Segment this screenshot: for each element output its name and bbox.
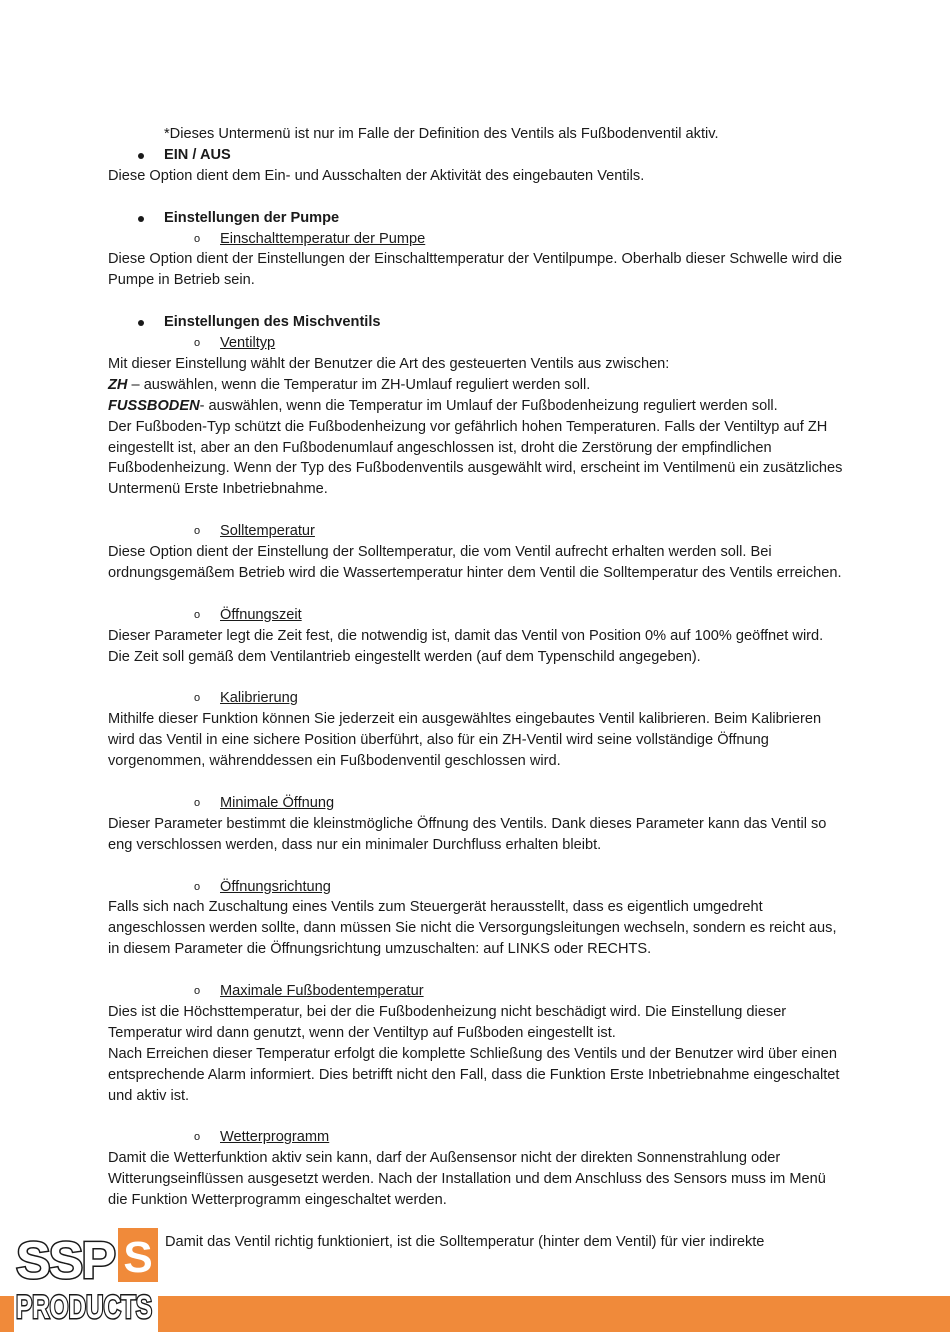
heading-pumpe: Einstellungen der Pumpe <box>108 208 848 229</box>
ssp-products-logo <box>14 1222 158 1332</box>
pumpe-text: Diese Option dient der Einstellungen der Einschalttemperatur der Ventilpumpe. Oberhalb dieser Schwelle wird die Pumpe in Betrieb sein. <box>108 251 843 289</box>
circle-bullet-icon: o <box>194 692 201 705</box>
logo-text-products: PRODUCTS <box>16 1289 152 1325</box>
subheading-minimale-oeffnung: o Minimale Öffnung <box>108 793 848 814</box>
subheading-oeffnungsrichtung: o Öffnungsrichtung <box>108 877 848 898</box>
minimale-oeffnung-text: Dieser Parameter bestimmt die kleinstmögliche Öffnung des Ventils. Dank dieses Parameter kann das Ventil so eng verschlossen werden, dass nur ein minimaler Durchfluss erhalten bleibt. <box>108 815 827 853</box>
circle-bullet-icon: o <box>194 796 201 809</box>
circle-bullet-icon: o <box>194 232 201 245</box>
logo-badge: S <box>123 1233 153 1282</box>
ein-aus-text: Diese Option dient dem Ein- und Ausschalten der Aktivität des eingebauten Ventils. <box>108 167 645 184</box>
subheading-wetterprogramm: o Wetterprogramm <box>108 1127 848 1148</box>
bullet-icon <box>138 320 144 326</box>
oeffnungszeit-text: Dieser Parameter legt die Zeit fest, die notwendig ist, damit das Ventil von Position 0% auf 100% geöffnet wird. Die Zeit soll gemäß dem Ventilantrieb eingestellt werden (auf dem Typenschild angegeben). <box>108 627 824 665</box>
intro-note: *Dieses Untermenü ist nur im Falle der Definition des Ventils als Fußbodenventil aktiv. <box>164 126 719 142</box>
ventiltyp-zh: ZH – auswählen, wenn die Temperatur im ZH-Umlauf reguliert werden soll. <box>108 376 591 393</box>
solltemperatur-text: Diese Option dient der Einstellung der Solltemperatur, die vom Ventil aufrecht erhalten werden soll. Bei ordnungsgemäßem Betrieb wird die Wassertemperatur hinter dem Ventil die Solltemperatur des Ventils erreichen. <box>108 544 842 581</box>
heading-ein-aus: EIN / AUS <box>108 145 848 166</box>
wetterprogramm-last-line: Damit das Ventil richtig funktioniert, ist die Solltemperatur (hinter dem Ventil) für vier indirekte <box>165 1234 765 1250</box>
logo-text-ssp: SSP <box>16 1232 115 1290</box>
subheading-ventiltyp: o Ventiltyp <box>108 333 848 354</box>
circle-bullet-icon: o <box>194 985 201 998</box>
wetterprogramm-text: Damit die Wetterfunktion aktiv sein kann, darf der Außensensor nicht der direkten Sonnenstrahlung oder Witterungseinflüssen ausgesetzt werden. Nach der Installation und dem Anschluss des Sensors muss im Menü die Funktion Wetterprogramm eingeschaltet werden. <box>108 1150 826 1209</box>
max-fussboden-text1: Dies ist die Höchsttemperatur, bei der die Fußbodenheizung nicht beschädigt wird. Die Einstellung dieser Temperatur wird dann genutzt, wenn der Ventiltyp auf Fußboden eingestellt ist. <box>108 1003 787 1041</box>
subheading-kalibrierung: o Kalibrierung <box>108 688 848 709</box>
bullet-icon <box>138 216 144 222</box>
bullet-icon <box>138 153 144 159</box>
kalibrierung-text: Mithilfe dieser Funktion können Sie jederzeit ein ausgewähltes eingebautes Ventil kalibrieren. Beim Kalibrieren wird das Ventil in eine sichere Position überführt, also für ein ZH-Ventil wird seine vollständige Öffnung vorgenommen, währenddessen ein Fußbodenventil geschlossen wird. <box>108 711 822 770</box>
circle-bullet-icon: o <box>194 608 201 621</box>
subheading-solltemperatur: o Solltemperatur <box>108 521 848 542</box>
heading-mischventil: Einstellungen des Mischventils <box>108 312 848 333</box>
circle-bullet-icon: o <box>194 880 201 893</box>
document-body <box>108 124 848 1211</box>
max-fussboden-text2: Nach Erreichen dieser Temperatur erfolgt die komplette Schließung des Ventils und der Benutzer wird über einen entsprechende Alarm informiert. Dies betrifft nicht den Fall, dass die Funktion Erste Inbetriebnahme eingeschaltet und aktiv ist. <box>108 1045 840 1104</box>
circle-bullet-icon: o <box>194 525 201 538</box>
ventiltyp-line1: Mit dieser Einstellung wählt der Benutzer die Art des gesteuerten Ventils aus zwischen: <box>108 355 670 372</box>
subheading-max-fussboden: o Maximale Fußbodentemperatur <box>108 981 848 1002</box>
subheading-einschalttemperatur: o Einschalttemperatur der Pumpe <box>108 229 848 250</box>
circle-bullet-icon: o <box>194 337 201 350</box>
ventiltyp-text: Der Fußboden-Typ schützt die Fußbodenheizung vor gefährlich hohen Temperaturen. Falls der Ventiltyp auf ZH eingestellt ist, aber an den Fußbodenumlauf angeschlossen ist, droht die Zerstörung der empfindlichen Fußbodenheizung. Wenn der Typ des Fußbodenventils ausgewählt wird, erscheint im Ventilmenü ein zusätzliches Untermenü Erste Inbetriebnahme. <box>108 418 843 498</box>
subheading-oeffnungszeit: o Öffnungszeit <box>108 605 848 626</box>
ventiltyp-fussboden: FUSSBODEN- auswählen, wenn die Temperatur im Umlauf der Fußbodenheizung reguliert werden soll. <box>108 397 778 414</box>
oeffnungsrichtung-text: Falls sich nach Zuschaltung eines Ventils zum Steuergerät herausstellt, dass es eigentlich umgedreht angeschlossen werden sollte, dann müssen Sie nicht die Versorgungsleitungen wechseln, sondern es reicht aus, in diesem Parameter die Öffnungsrichtung umzuschalten: auf LINKS oder RECHTS. <box>108 899 837 958</box>
circle-bullet-icon: o <box>194 1131 201 1144</box>
